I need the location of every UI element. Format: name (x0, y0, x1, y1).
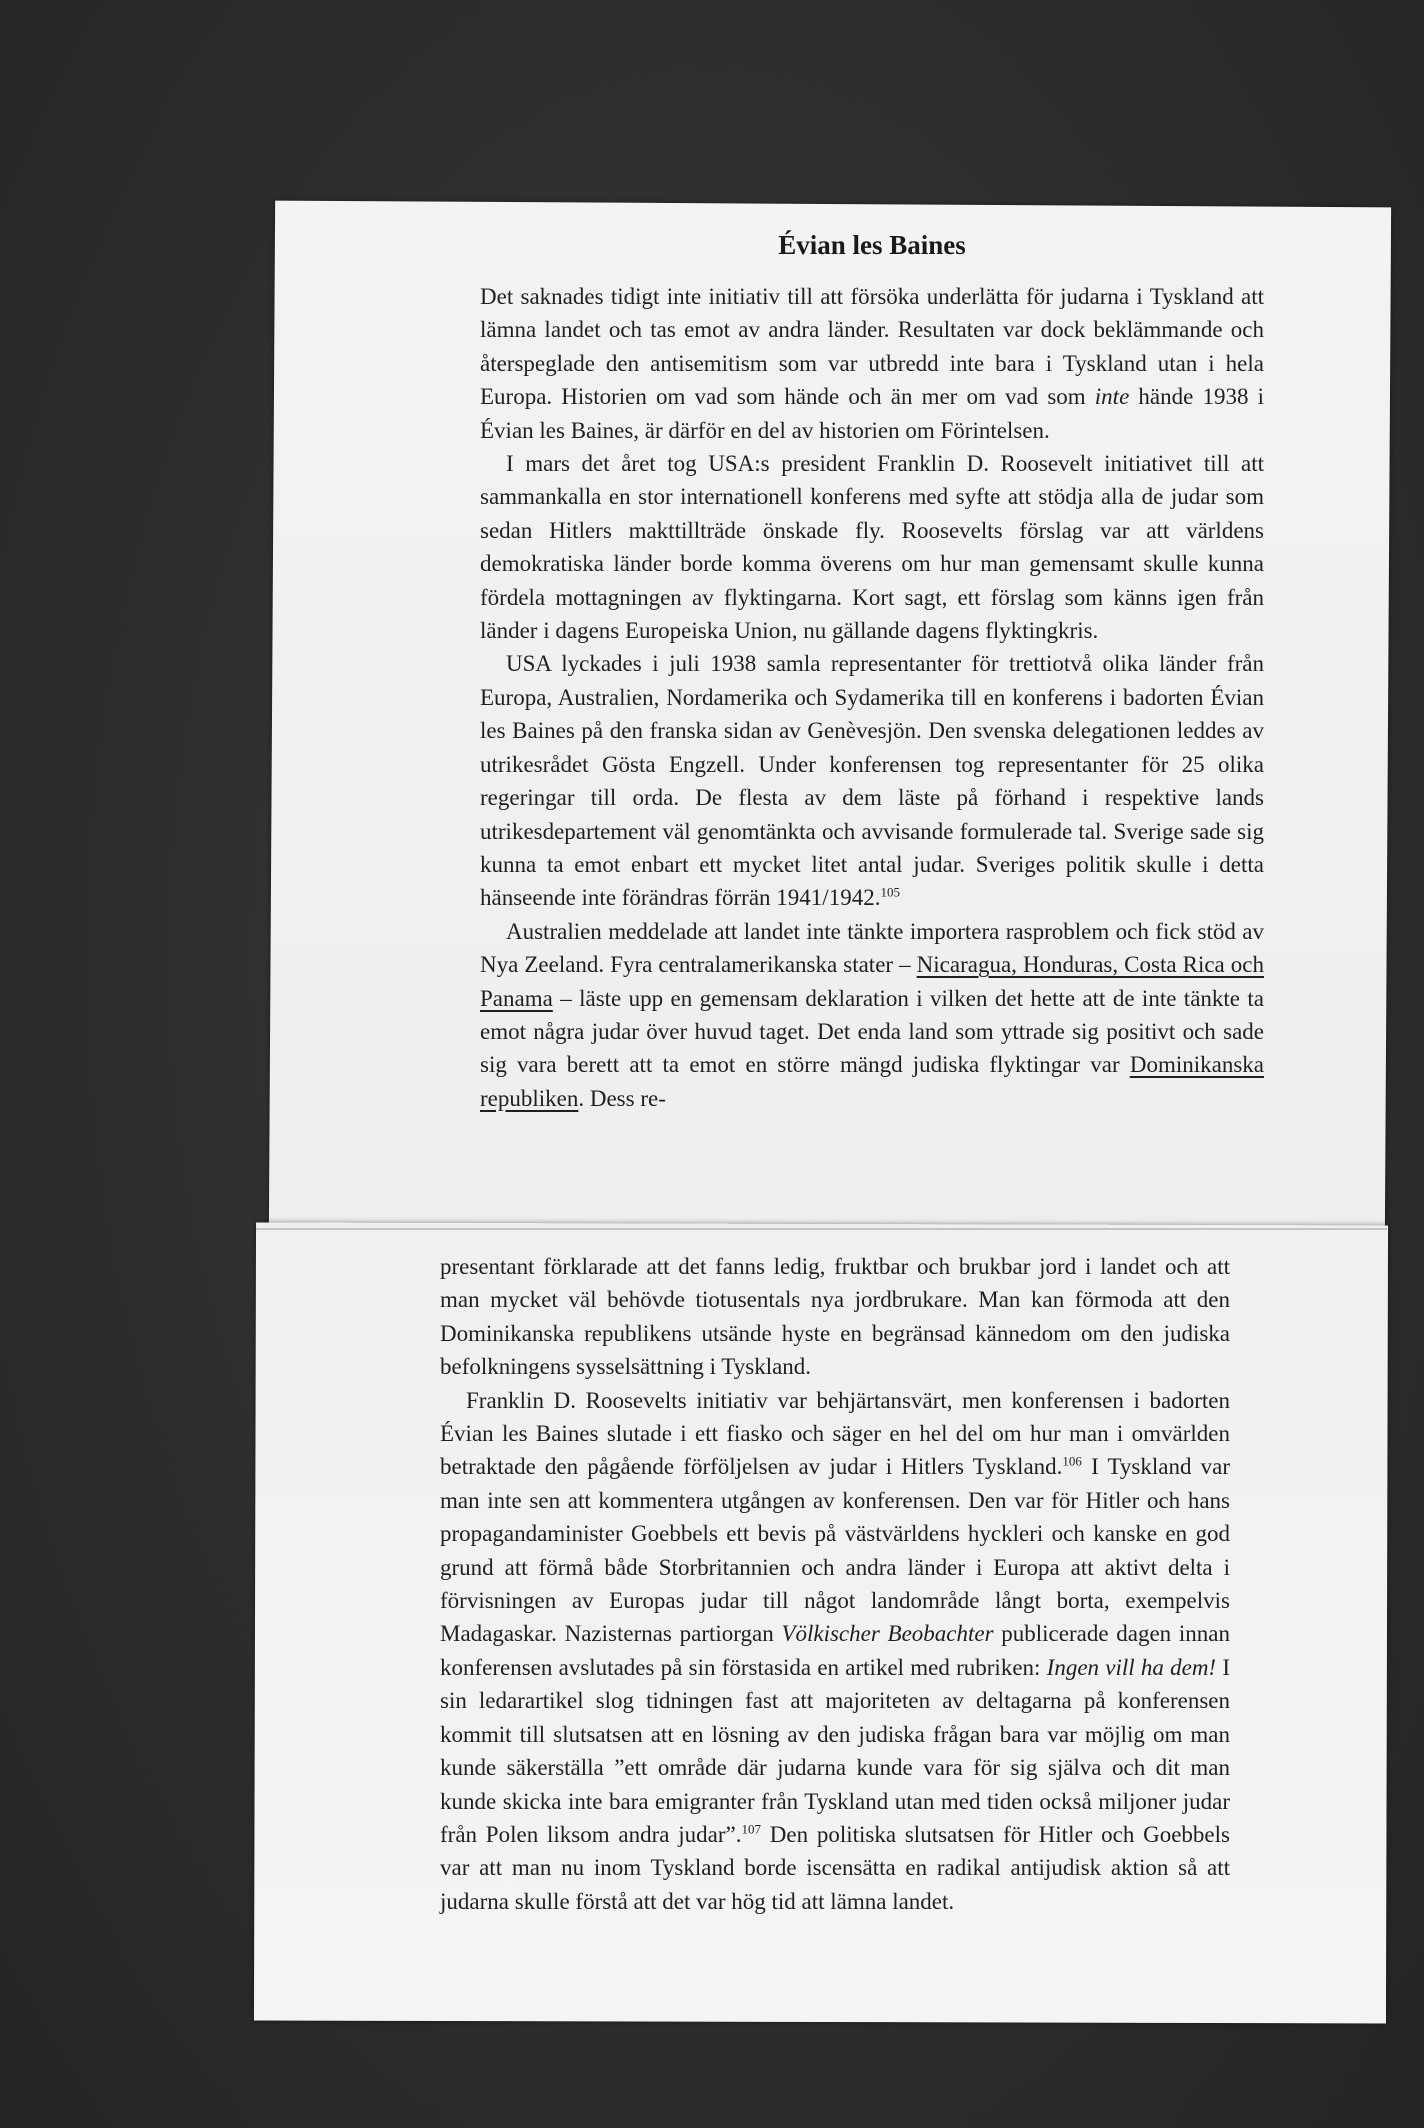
text-segment: presentant förklarade att det fanns ledig, fruktbar och brukbar jord i landet och att man mycket väl behövde tiotusentals nya jordbrukare. Man kan förmoda att den Dominikanska republikens utsände hyste en begränsad kännedom om den judiska befolkningens sysselsättning i Tyskland. (440, 1254, 1230, 1380)
text-segment: I sin ledarartikel slog tidningen fast att majoriteten av deltagarna på konferensen kommit till slutsatsen att en lösning av den judiska frågan bara var möjlig om man kunde säkerställa ”ett område där judarna kunde vara för sig själva och dit man kunde skicka inte bara emigranter från Tyskland utan med tiden också miljoner judar från Polen liksom andra judar”. (440, 1654, 1230, 1847)
text-segment: publicerade dagen innan konferensen avslutades på sin förstasida en artikel med rubriken: (440, 1621, 1231, 1680)
body-paragraph (480, 447, 1264, 647)
page-title: Évian les Baines (778, 230, 966, 260)
text-segment: hände 1938 i Évian les Baines, är därför en del av historien om Förintelsen. (480, 384, 1264, 443)
footnote-marker: 106 (1062, 1453, 1082, 1469)
text-segment: – läste upp en gemensam deklaration i vilken det hette att de inte tänkte ta emot några judar över huvud taget. Det enda land som yttrade sig positivt och sade sig vara berett att ta emot en större mängd judiska flyktingar var (480, 985, 1264, 1078)
text-segment: . Dess re- (578, 1085, 666, 1111)
text-block-bottom (440, 1250, 1230, 1918)
italic-text: inte (1094, 384, 1130, 410)
italic-text: Völkischer Beobachter (781, 1621, 994, 1647)
underlined-text: Dominikanska republiken (480, 1052, 1264, 1111)
footnote-marker: 105 (880, 884, 900, 900)
italic-text: Ingen vill ha dem! (1046, 1654, 1217, 1680)
text-segment: I mars det året tog USA:s president Franklin D. Roosevelt initiativet till att sammankalla en stor internationell konferens med syfte att stödja alla de judar som sedan Hitlers makttillträde önskade fly. Roosevelts förslag var att världens demokratiska länder borde komma överens om hur man gemensamt skulle kunna fördela mottagningen av flyktingarna. Kort sagt, ett förslag som känns igen från länder i dagens Europeiska Union, nu gällande dagens flyktingkris. (480, 451, 1264, 644)
text-segment: Australien meddelade att landet inte tänkte importera rasproblem och fick stöd av Nya Zeeland. Fyra centralamerikanska stater – (480, 918, 1264, 978)
underlined-text: Nicaragua, Honduras, Costa Rica och Panama (480, 952, 1264, 1011)
footnote-marker: 107 (741, 1821, 761, 1837)
body-paragraph (440, 1250, 1230, 1384)
text-block-top (480, 280, 1264, 1115)
body-paragraph (480, 280, 1264, 447)
body-paragraph (480, 647, 1264, 914)
body-paragraph (480, 915, 1264, 1115)
text-segment: I Tyskland var man inte sen att kommentera utgången av konferensen. Den var för Hitler och hans propagandaminister Goebbels ett bevis på västvärldens hyckleri och kanske en god grund att förmå både Storbritannien och andra länder i Europa att aktivt delta i förvisningen av Europas judar till något landområde långt borta, exempelvis Madagaskar. Nazisternas partiorgan (440, 1454, 1230, 1647)
text-segment: Franklin D. Roosevelts initiativ var behjärtansvärt, men konferensen i badorten Évian les Baines slutade i ett fiasko och säger en hel del om hur man i omvärlden betraktade den pågående förföljelsen av judar i Hitlers Tyskland. (440, 1387, 1230, 1480)
text-segment: USA lyckades i juli 1938 samla representanter för trettiotvå olika länder från Europa, Australien, Nordamerika och Sydamerika till en konferens i badorten Évian les Baines på den franska sidan av Genèvesjön. Den svenska delegationen leddes av utrikesrådet Gösta Engzell. Under konferensen tog representanter för 25 olika regeringar till orda. De flesta av dem läste på förhand i respektive lands utrikesdepartement väl genomtänkta och avvisande formulerade tal. Sverige sade sig kunna ta emot enbart ett mycket litet antal judar. Sveriges politik skulle i detta hänseende inte förändras förrän 1941/1942. (480, 651, 1264, 911)
text-segment: Det saknades tidigt inte initiativ till att försöka underlätta för judarna i Tyskland att lämna landet och tas emot av andra länder. Resultaten var dock beklämmande och återspeglade den antisemitism som var utbredd inte bara i Tyskland utan i hela Europa. Historien om vad som hände och än mer om vad som (480, 284, 1264, 410)
text-segment: Den politiska slutsatsen för Hitler och Goebbels var att man nu inom Tyskland borde iscensätta en radikal antijudisk aktion så att judarna skulle förstå att det var hög tid att lämna landet. (440, 1821, 1230, 1914)
body-paragraph (440, 1384, 1230, 1919)
paper-fold-line (255, 1228, 1387, 1230)
